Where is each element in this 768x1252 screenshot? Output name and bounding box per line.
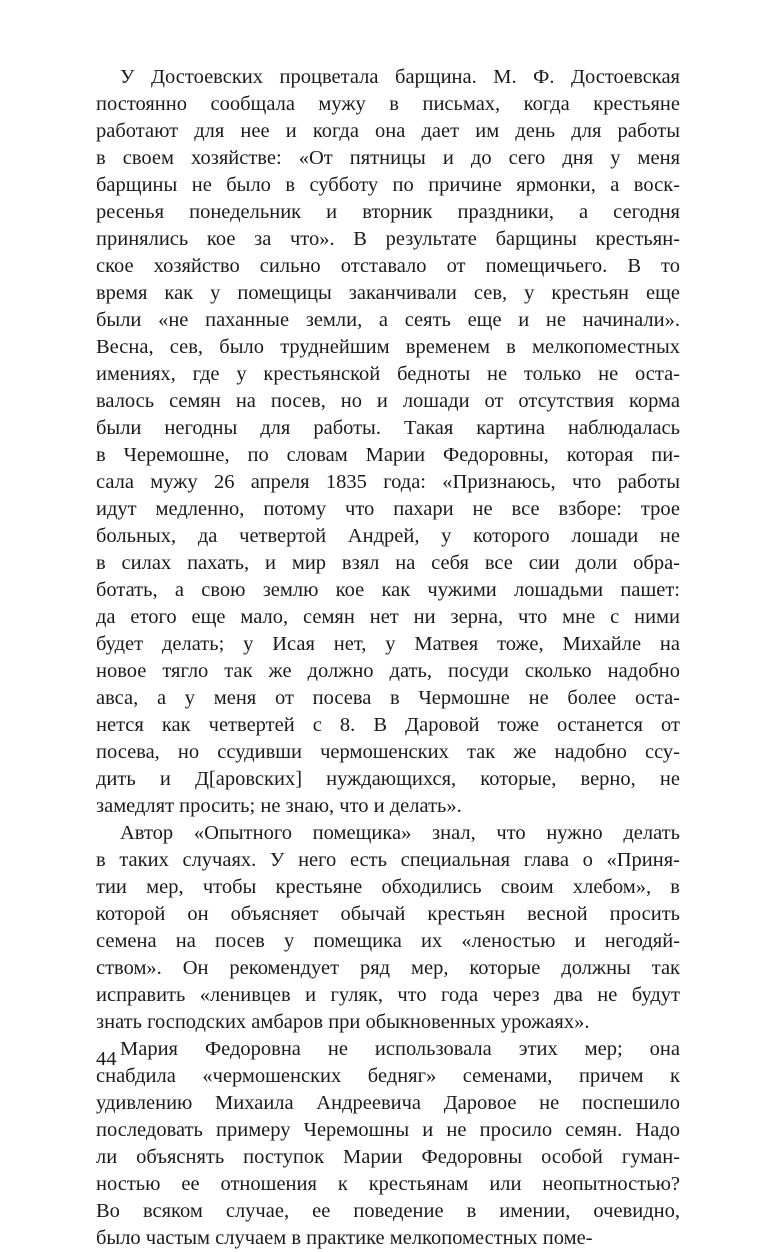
text-line: авса, а у меня от посева в Чермошне не более оста-: [96, 687, 680, 709]
text-line: в своем хозяйстве: «От пятницы и до сего дня у меня: [96, 147, 680, 169]
text-line: были негодны для работы. Такая картина наблюдалась: [96, 417, 680, 439]
text-line: ством». Он рекомендует ряд мер, которые должны так: [96, 957, 680, 979]
text-line: барщины не было в субботу по причине ярмонки, а воск-: [96, 174, 680, 196]
text-line: нется как четвертей с 8. В Даровой тоже останется от: [96, 714, 680, 736]
text-line: У Достоевских процветала барщина. М. Ф. Достоевская: [120, 66, 680, 88]
text-line: будет делать; у Исая нет, у Матвея тоже, Михайле на: [96, 633, 680, 655]
text-line: ностью ее отношения к крестьянам или неопытностью?: [96, 1173, 680, 1195]
text-line: новое тягло так же должно дать, посуди сколько надобно: [96, 660, 680, 682]
text-line: посева, но ссудивши чермошенских так же надобно ссу-: [96, 741, 680, 763]
text-line: Весна, сев, было труднейшим временем в мелкопоместных: [96, 336, 680, 358]
text-line: последовать примеру Черемошны и не просило семян. Надо: [96, 1119, 680, 1141]
text-line: замедлят просить; не знаю, что и делать».: [96, 795, 462, 817]
text-line: Мария Федоровна не использовала этих мер; она: [120, 1038, 680, 1060]
text-line: больных, да четвертой Андрей, у которого лошади не: [96, 525, 680, 547]
text-line: снабдила «чермошенских бедняг» семенами, причем к: [96, 1065, 680, 1087]
text-line: было частым случаем в практике мелкопоместных поме-: [96, 1227, 593, 1249]
page-number: 44: [96, 1048, 117, 1070]
text-line: в Черемошне, по словам Марии Федоровны, которая пи-: [96, 444, 680, 466]
text-line: имениях, где у крестьянской бедноты не только не оста-: [96, 363, 680, 385]
paragraph: [96, 64, 680, 820]
text-line: да етого еще мало, семян нет ни зерна, что мне с ними: [96, 606, 680, 628]
text-line: Автор «Опытного помещика» знал, что нужно делать: [120, 822, 680, 844]
text-line: работают для нее и когда она дает им день для работы: [96, 120, 680, 142]
paragraph: [96, 1036, 680, 1252]
text-line: сала мужу 26 апреля 1835 года: «Признаюсь, что работы: [96, 471, 680, 493]
text-line: принялись кое за что». В результате барщины крестьян-: [96, 228, 680, 250]
text-line: постоянно сообщала мужу в письмах, когда крестьяне: [96, 93, 680, 115]
text-line: в силах пахать, и мир взял на себя все сии доли обра-: [96, 552, 680, 574]
text-line: которой он объясняет обычай крестьян весной просить: [96, 903, 680, 925]
text-line: валось семян на посев, но и лошади от отсутствия корма: [96, 390, 680, 412]
text-line: исправить «ленивцев и гуляк, что года через два не будут: [96, 984, 680, 1006]
text-line: дить и Д[аровских] нуждающихся, которые, верно, не: [96, 768, 680, 790]
text-line: время как у помещицы заканчивали сев, у крестьян еще: [96, 282, 680, 304]
text-line: семена на посев у помещика их «леностью и негодяй-: [96, 930, 680, 952]
text-line: знать господских амбаров при обыкновенных урожаях».: [96, 1011, 590, 1033]
text-line: были «не паханные земли, а сеять еще и не начинали».: [96, 309, 680, 331]
body-text: [96, 64, 680, 1252]
text-line: в таких случаях. У него есть специальная глава о «Приня-: [96, 849, 680, 871]
text-line: ское хозяйство сильно отставало от помещичьего. В то: [96, 255, 680, 277]
text-line: тии мер, чтобы крестьяне обходились своим хлебом», в: [96, 876, 680, 898]
text-line: ботать, а свою землю кое как чужими лошадьми пашет:: [96, 579, 680, 601]
text-line: ли объяснять поступок Марии Федоровны особой гуман-: [96, 1146, 680, 1168]
paragraph: [96, 820, 680, 1036]
text-line: идут медленно, потому что пахари не все взборе: трое: [96, 498, 680, 520]
text-line: ресенья понедельник и вторник праздники, а сегодня: [96, 201, 680, 223]
text-line: удивлению Михаила Андреевича Даровое не поспешило: [96, 1092, 680, 1114]
text-line: Во всяком случае, ее поведение в имении, очевидно,: [96, 1200, 680, 1222]
